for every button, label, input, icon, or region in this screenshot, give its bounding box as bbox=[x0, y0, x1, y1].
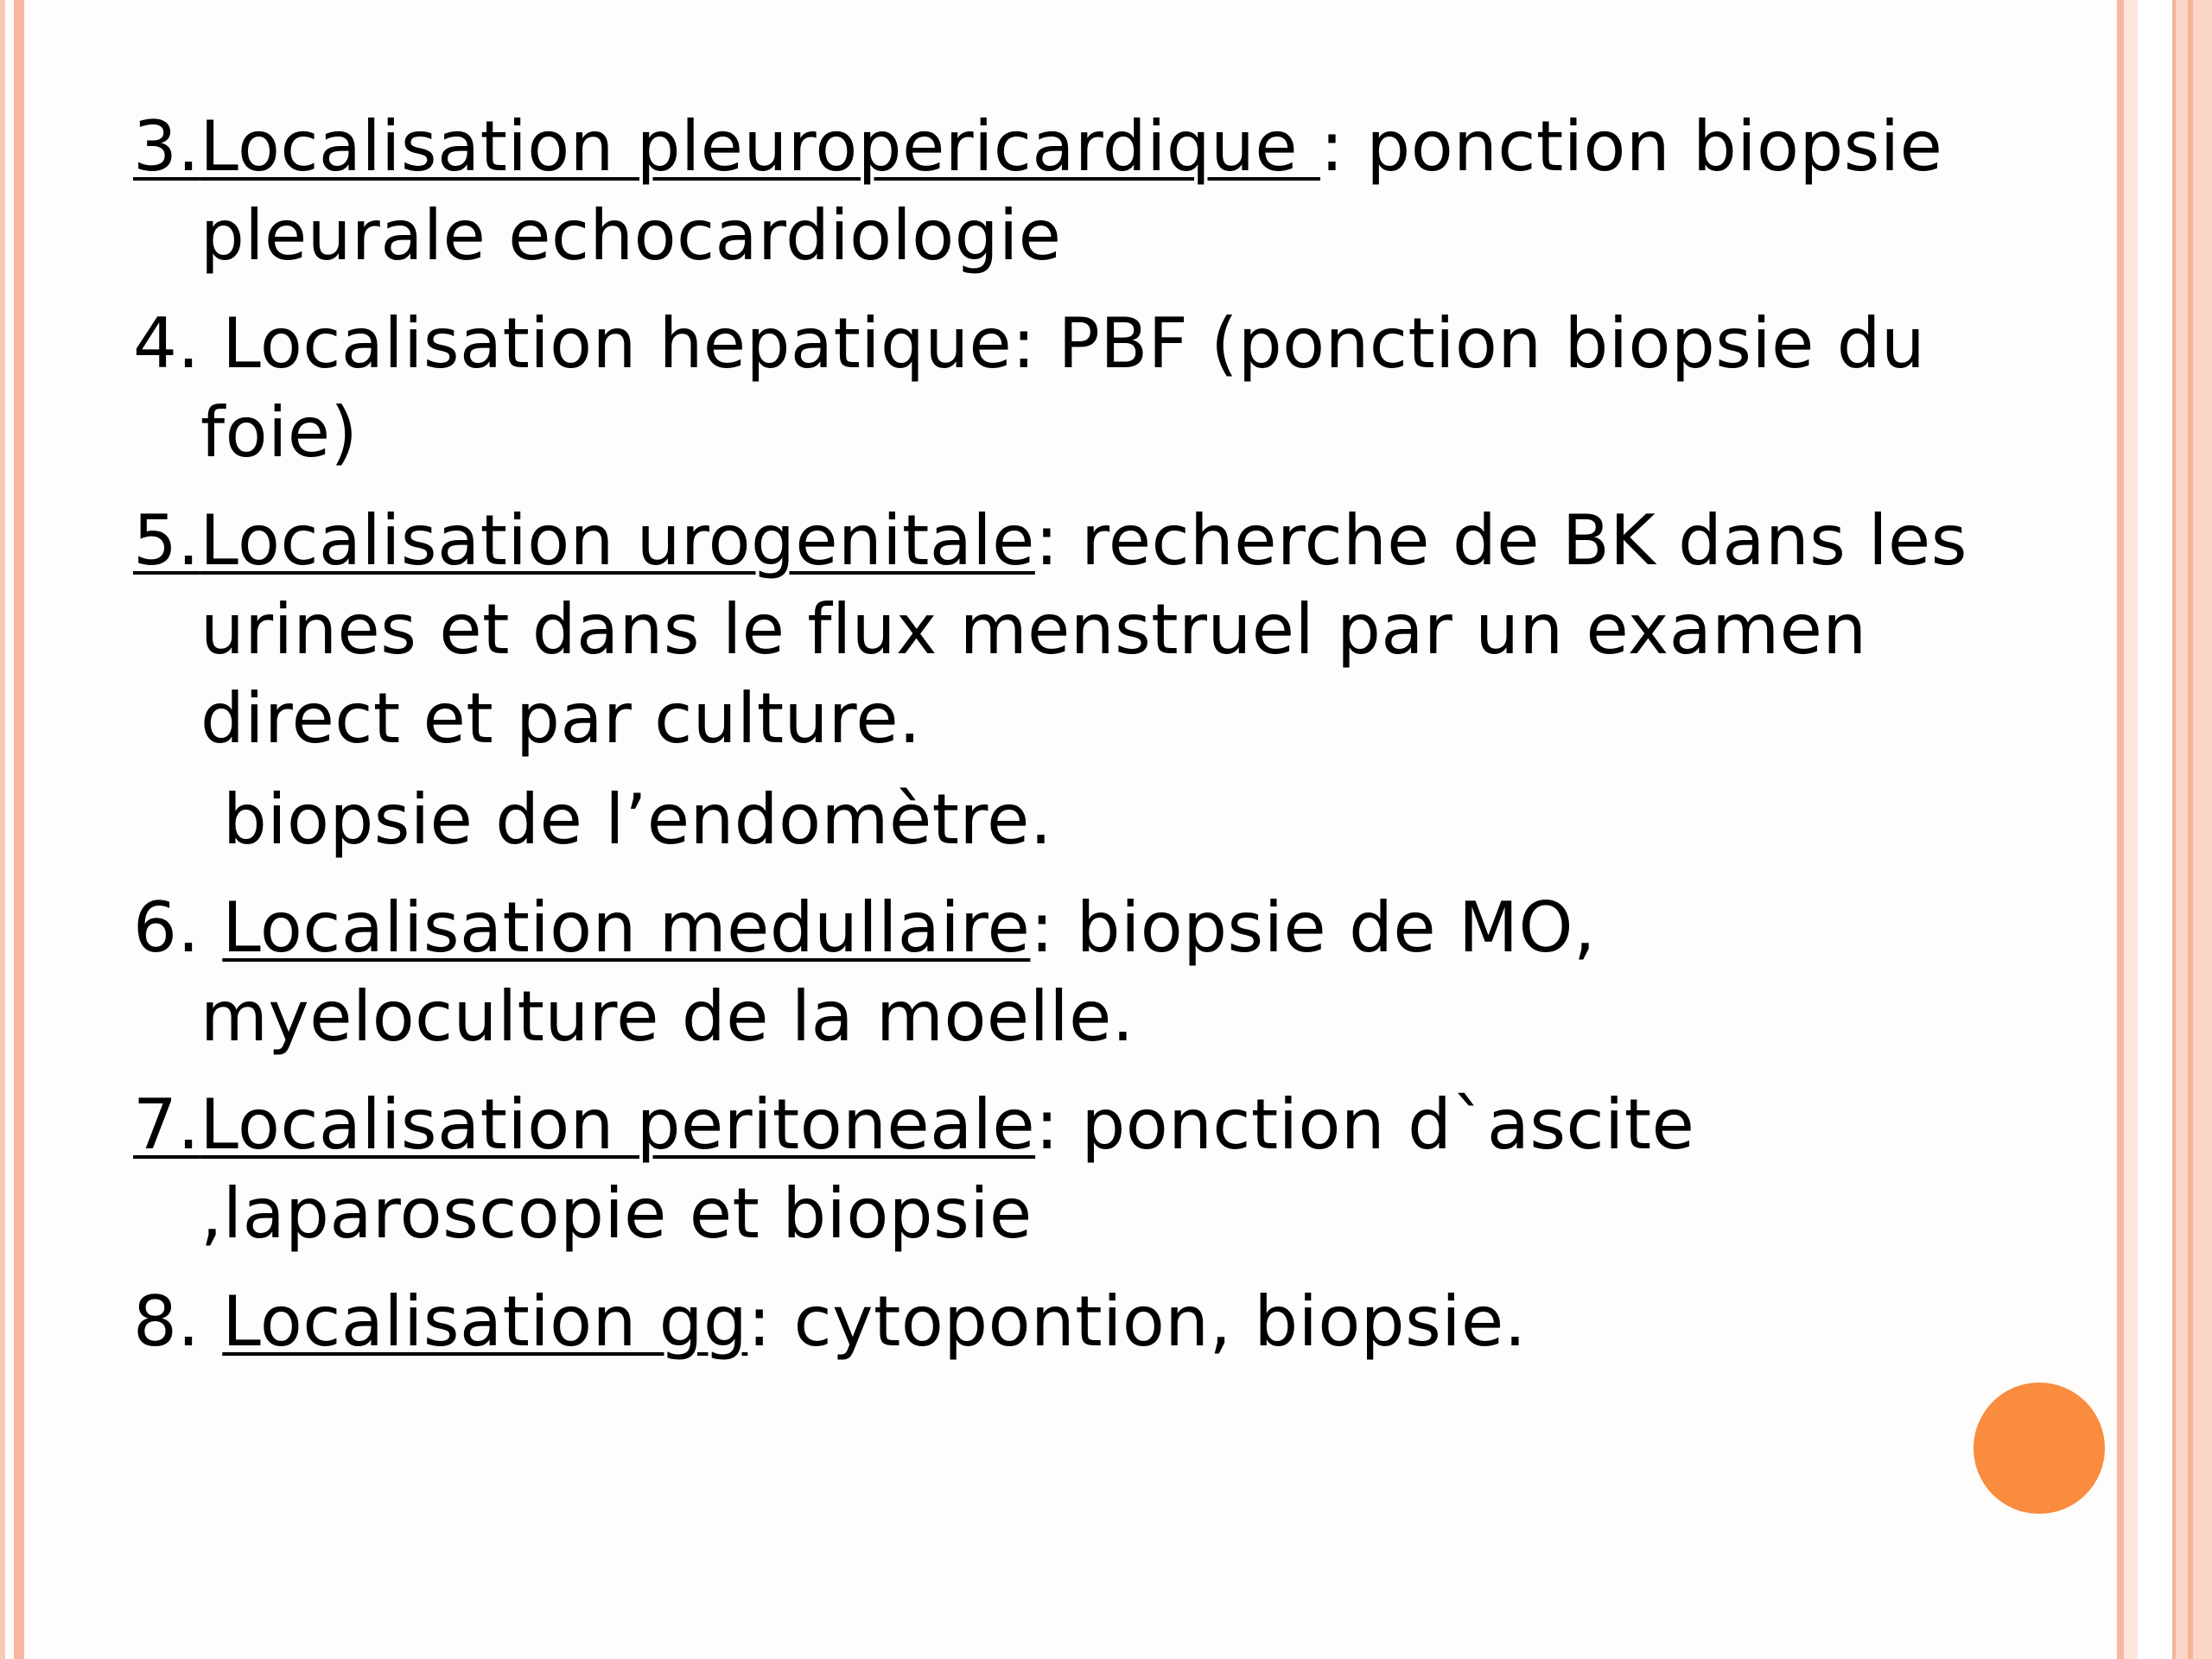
list-sub-item: biopsie de l’endomètre. bbox=[223, 779, 1052, 860]
item-text: : ponction biopsie pleurale echocardiologie bbox=[200, 106, 1943, 276]
item-text: : biopsie de MO, myeloculture de la moelle. bbox=[200, 887, 1596, 1057]
item-text: : ponction d`ascite ,laparoscopie et biopsie bbox=[200, 1084, 1695, 1254]
right-border-stripe bbox=[2193, 0, 2212, 1659]
item-title-underlined bbox=[133, 106, 1320, 187]
item-title: Localisation urogenitale bbox=[200, 500, 1035, 581]
item-number: 8. bbox=[133, 1281, 223, 1362]
item-number: 7. bbox=[133, 1084, 200, 1165]
item-title: Localisation hepatique bbox=[222, 303, 1013, 384]
item-number: 6. bbox=[133, 887, 223, 968]
list-item bbox=[133, 496, 1991, 763]
item-number: 4. bbox=[133, 303, 223, 384]
item-title: Localisation pleuropericardique bbox=[200, 106, 1321, 187]
right-border-gap bbox=[2138, 0, 2172, 1659]
decorative-orange-dot bbox=[1974, 1382, 2105, 1514]
list-item bbox=[133, 102, 1991, 280]
item-title-underlined bbox=[133, 500, 1035, 581]
item-title-underlined bbox=[133, 1084, 1035, 1165]
item-title: Localisation medullaire bbox=[222, 887, 1031, 968]
list-item bbox=[133, 1080, 1991, 1258]
list-item bbox=[133, 883, 1991, 1061]
left-border-stripe bbox=[0, 0, 5, 1659]
right-border-stripe bbox=[2124, 0, 2138, 1659]
item-text: : recherche de BK dans les urines et dans le flux menstruel par un examen direct et par culture. bbox=[200, 500, 1967, 759]
left-border-stripe bbox=[14, 0, 24, 1659]
item-text: : PBF (ponction biopsie du foie) bbox=[200, 303, 1926, 473]
item-number: 3. bbox=[133, 106, 200, 187]
right-border-stripe bbox=[2176, 0, 2188, 1659]
right-border-stripe bbox=[2117, 0, 2124, 1659]
item-title: Localisation peritoneale bbox=[200, 1084, 1036, 1165]
item-number: 5. bbox=[133, 500, 200, 581]
item-text: : cytopontion, biopsie. bbox=[747, 1281, 1527, 1362]
slide-body bbox=[133, 102, 1991, 1385]
list-item bbox=[133, 299, 1991, 477]
item-title: Localisation gg bbox=[222, 1281, 748, 1362]
list-item bbox=[133, 1277, 1991, 1366]
